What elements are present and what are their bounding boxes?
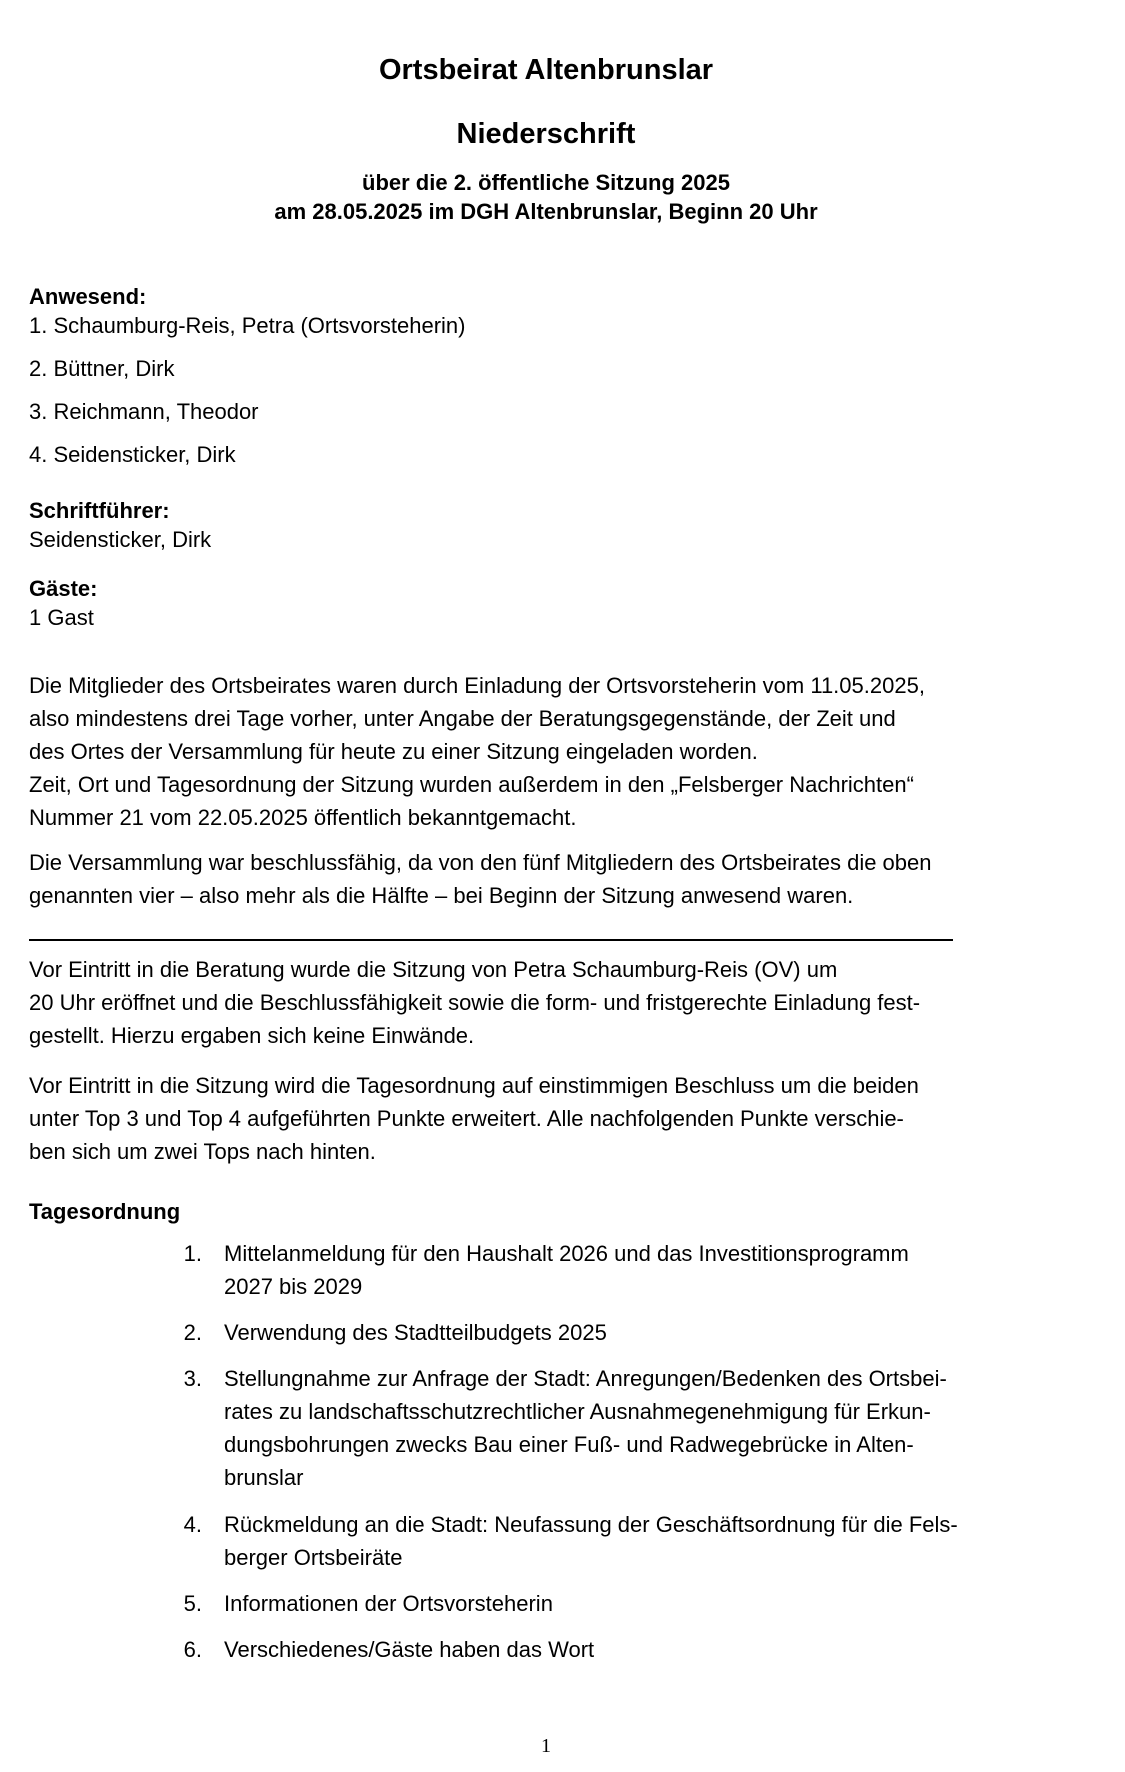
quorum-paragraph xyxy=(29,848,1069,910)
paragraph-line: genannten vier – also mehr als die Hälfte – bei Beginn der Sitzung anwesend waren. xyxy=(29,883,854,908)
paragraph-line: Nummer 21 vom 22.05.2025 öffentlich bekanntgemacht. xyxy=(29,805,577,830)
agenda-item-text: Verschiedenes/Gäste haben das Wort xyxy=(224,1637,595,1662)
agenda-change-paragraph xyxy=(29,1071,1069,1166)
agenda-item-text: berger Ortsbeiräte xyxy=(224,1545,403,1570)
agenda-item-text: Verwendung des Stadtteilbudgets 2025 xyxy=(224,1320,607,1345)
attendee-2: 2. Büttner, Dirk xyxy=(29,356,175,381)
secretary-name: Seidensticker, Dirk xyxy=(29,527,212,552)
agenda-item-text: Mittelanmeldung für den Haushalt 2026 und das Investitionsprogramm xyxy=(224,1241,909,1266)
attendee-4: 4. Seidensticker, Dirk xyxy=(29,442,236,467)
paragraph-line: ben sich um zwei Tops nach hinten. xyxy=(29,1139,376,1164)
agenda-item-text: Informationen der Ortsvorsteherin xyxy=(224,1591,553,1616)
paragraph-line: Die Mitglieder des Ortsbeirates waren durch Einladung der Ortsvorsteherin vom 11.05.2025, xyxy=(29,673,925,698)
agenda-item-text: 2027 bis 2029 xyxy=(224,1274,363,1299)
page-number: 1 xyxy=(541,1735,551,1757)
agenda-item-number: 2. xyxy=(183,1320,202,1345)
document-title: Ortsbeirat Altenbrunslar xyxy=(378,54,714,86)
section-divider xyxy=(29,939,953,941)
paragraph-line: Vor Eintritt in die Beratung wurde die Sitzung von Petra Schaumburg-Reis (OV) um xyxy=(29,957,838,982)
paragraph-line: des Ortes der Versammlung für heute zu einer Sitzung eingeladen worden. xyxy=(29,739,758,764)
session-date-location: am 28.05.2025 im DGH Altenbrunslar, Beginn 20 Uhr xyxy=(274,199,818,224)
paragraph-line: gestellt. Hierzu ergaben sich keine Einwände. xyxy=(29,1023,475,1048)
attendee-1: 1. Schaumburg-Reis, Petra (Ortsvorsteherin) xyxy=(29,313,466,338)
agenda-item-text: Stellungnahme zur Anfrage der Stadt: Anregungen/Bedenken des Ortsbei- xyxy=(224,1366,947,1391)
paragraph-line: Die Versammlung war beschlussfähig, da von den fünf Mitgliedern des Ortsbeirates die oben xyxy=(29,850,932,875)
attendee-3: 3. Reichmann, Theodor xyxy=(29,399,259,424)
secretary-label: Schriftführer: xyxy=(29,498,170,523)
agenda-label: Tagesordnung xyxy=(29,1199,181,1224)
paragraph-line: Vor Eintritt in die Sitzung wird die Tagesordnung auf einstimmigen Beschluss um die beiden xyxy=(29,1073,919,1098)
agenda-item-number: 6. xyxy=(183,1637,202,1662)
agenda-item-text: Rückmeldung an die Stadt: Neufassung der Geschäftsordnung für die Fels- xyxy=(224,1512,958,1537)
guests-value: 1 Gast xyxy=(29,605,94,630)
agenda-item-text: brunslar xyxy=(224,1465,304,1490)
document-type: Niederschrift xyxy=(456,118,636,150)
guests-label: Gäste: xyxy=(29,576,98,601)
invitation-paragraph xyxy=(29,671,1069,832)
paragraph-line: Zeit, Ort und Tagesordnung der Sitzung wurden außerdem in den „Felsberger Nachrichten“ xyxy=(29,772,914,797)
agenda-item-number: 5. xyxy=(183,1591,202,1616)
attendance-label: Anwesend: xyxy=(29,284,147,309)
agenda-item-number: 3. xyxy=(183,1366,202,1391)
session-subtitle: über die 2. öffentliche Sitzung 2025 xyxy=(362,170,730,195)
paragraph-line: unter Top 3 und Top 4 aufgeführten Punkte erweitert. Alle nachfolgenden Punkte verschie- xyxy=(29,1106,904,1131)
agenda-item-number: 1. xyxy=(183,1241,202,1266)
agenda-item-number: 4. xyxy=(183,1512,202,1537)
agenda-item-text: dungsbohrungen zwecks Bau einer Fuß- und Radwegebrücke in Alten- xyxy=(224,1432,914,1457)
agenda-item-text: rates zu landschaftsschutzrechtlicher Ausnahmegenehmigung für Erkun- xyxy=(224,1399,931,1424)
paragraph-line: also mindestens drei Tage vorher, unter Angabe der Beratungsgegenstände, der Zeit und xyxy=(29,706,896,731)
paragraph-line: 20 Uhr eröffnet und die Beschlussfähigkeit sowie die form- und fristgerechte Einladung fest- xyxy=(29,990,921,1015)
opening-paragraph xyxy=(29,955,1069,1050)
